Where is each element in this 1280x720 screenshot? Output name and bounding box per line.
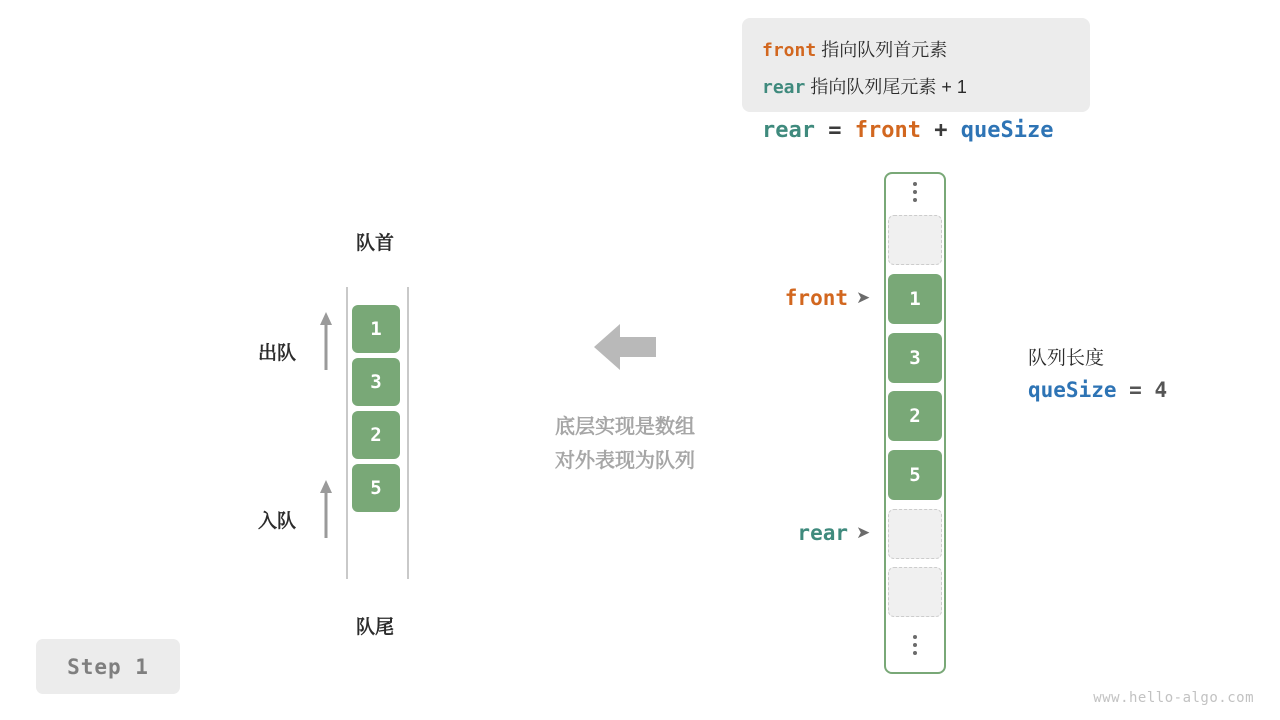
- watermark: www.hello-algo.com: [1093, 690, 1254, 706]
- front-pointer-label: front: [784, 286, 848, 310]
- queue-length-label: 队列长度: [1028, 348, 1105, 369]
- left-arrow-icon: [594, 322, 656, 372]
- rear-pointer-marker-icon: ➤: [856, 523, 871, 542]
- middle-caption-line1: 底层实现是数组: [555, 416, 695, 438]
- array-cell: 2: [888, 391, 942, 441]
- enqueue-arrow-icon: [319, 480, 333, 540]
- quesize-equals: =: [1129, 378, 1142, 402]
- front-note-line: [762, 32, 1070, 69]
- array-cell: [888, 567, 942, 617]
- formula-quesize: queSize: [960, 118, 1054, 143]
- queue-cell: 3: [352, 358, 400, 406]
- middle-caption: [500, 410, 750, 478]
- rear-note-text: 指向队列尾元素 + 1: [810, 77, 967, 97]
- queue-tail-label: 队尾: [355, 617, 394, 638]
- array-cell: 3: [888, 333, 942, 383]
- dequeue-arrow-icon: [319, 312, 333, 372]
- rear-note-line: [762, 69, 1070, 106]
- dequeue-label: 出队: [258, 343, 297, 364]
- formula-front: front: [854, 118, 921, 143]
- queue-head-label: 队首: [355, 233, 394, 254]
- queue-rail-right: [407, 287, 409, 579]
- array-bottom-ellipsis-icon: [888, 628, 942, 662]
- queue-cell: 2: [352, 411, 400, 459]
- middle-caption-line2: 对外表现为队列: [555, 450, 695, 472]
- front-pointer-marker-icon: ➤: [856, 288, 871, 307]
- quesize-value: 4: [1154, 378, 1168, 402]
- queue-cell: 1: [352, 305, 400, 353]
- quesize-name: queSize: [1028, 378, 1117, 402]
- array-cell: 5: [888, 450, 942, 500]
- rear-keyword: rear: [762, 77, 806, 98]
- queue-cell: 5: [352, 464, 400, 512]
- array-top-ellipsis-icon: [888, 175, 942, 209]
- front-keyword: front: [762, 40, 817, 61]
- pointer-formula: [762, 118, 1053, 143]
- queue-rail-left: [346, 287, 348, 579]
- quesize-line: [1028, 378, 1167, 402]
- pointer-note-box: [742, 18, 1090, 112]
- formula-equals: =: [828, 118, 842, 143]
- step-badge: Step 1: [36, 639, 180, 694]
- rear-pointer-label: rear: [797, 521, 848, 545]
- formula-rear: rear: [762, 118, 815, 143]
- array-cell: [888, 215, 942, 265]
- front-note-text: 指向队列首元素: [821, 40, 948, 60]
- enqueue-label: 入队: [258, 511, 297, 532]
- formula-plus: +: [934, 118, 948, 143]
- array-cell: [888, 509, 942, 559]
- array-cell: 1: [888, 274, 942, 324]
